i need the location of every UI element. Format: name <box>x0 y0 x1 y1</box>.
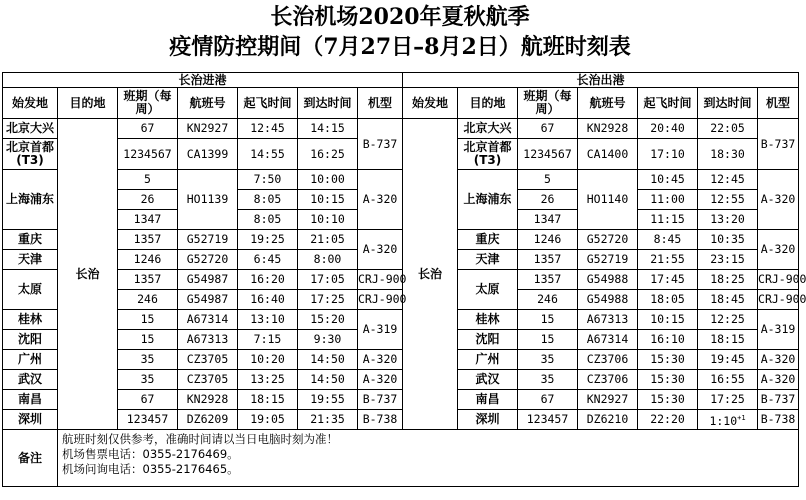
arrive-time: 18:30 <box>710 146 745 161</box>
arr-flight: KN2928 <box>178 390 238 410</box>
arrive-time: 21:35 <box>310 412 345 426</box>
dep-days: 26 <box>518 190 578 210</box>
dep-days: 67 <box>518 390 578 410</box>
arr-flight: G52720 <box>178 250 238 270</box>
dep-days: 1234567 <box>518 139 578 170</box>
dep-takeoff: 18:05 <box>638 290 698 310</box>
arr-arrive <box>298 350 358 370</box>
arr-days: 67 <box>118 119 178 139</box>
arr-aircraft: A-320 <box>358 350 403 370</box>
arr-header-aircraft: 机型 <box>358 88 403 119</box>
table-row <box>3 370 799 390</box>
arr-aircraft: B-737 <box>358 119 403 170</box>
dep-flight: G52719 <box>578 250 638 270</box>
arr-city: 重庆 <box>3 230 58 250</box>
arr-city: 太原 <box>3 270 58 310</box>
arrive-time: 19:45 <box>710 352 745 366</box>
arr-days: 35 <box>118 370 178 390</box>
dep-city: 广州 <box>458 350 518 370</box>
dep-city: 北京首都(T3) <box>458 139 518 170</box>
dep-flight: KN2927 <box>578 390 638 410</box>
dep-city: 沈阳 <box>458 330 518 350</box>
arr-aircraft: CRJ-900 <box>358 270 403 290</box>
dep-takeoff: 17:45 <box>638 270 698 290</box>
table-row <box>3 119 799 139</box>
arr-flight: KN2927 <box>178 119 238 139</box>
arr-aircraft: B-738 <box>358 410 403 430</box>
arr-takeoff: 6:45 <box>238 250 298 270</box>
arr-flight: A67313 <box>178 330 238 350</box>
arr-arrive <box>298 139 358 170</box>
arr-arrive <box>298 119 358 139</box>
arrive-time: 18:15 <box>710 332 745 346</box>
arr-days: 15 <box>118 310 178 330</box>
arrive-time: 21:05 <box>310 232 345 246</box>
table-row <box>3 310 799 330</box>
arrive-time: 12:55 <box>710 192 745 206</box>
arrive-time: 18:25 <box>710 272 745 286</box>
dep-flight: CZ3706 <box>578 370 638 390</box>
dep-arrive <box>698 390 758 410</box>
dep-aircraft: CRJ-900 <box>758 270 799 290</box>
note-line: 机场问询电话：0355-2176465。 <box>62 462 239 476</box>
dep-days: 15 <box>518 330 578 350</box>
arr-takeoff: 7:15 <box>238 330 298 350</box>
dep-city: 上海浦东 <box>458 170 518 230</box>
arr-arrive <box>298 290 358 310</box>
dep-flight: KN2928 <box>578 119 638 139</box>
arrive-time: 17:05 <box>310 272 345 286</box>
table-row <box>3 170 799 190</box>
dep-flight: HO1140 <box>578 170 638 230</box>
arr-header-arrive: 到达时间 <box>298 88 358 119</box>
arr-city: 北京大兴 <box>3 119 58 139</box>
dep-arrive <box>698 330 758 350</box>
dep-flight: A67314 <box>578 330 638 350</box>
dep-header-dest: 目的地 <box>458 88 518 119</box>
arr-takeoff: 12:45 <box>238 119 298 139</box>
arrive-time: 8:00 <box>313 252 342 266</box>
arrive-time: 9:30 <box>313 332 342 346</box>
dep-city: 南昌 <box>458 390 518 410</box>
arr-header-takeoff: 起飞时间 <box>238 88 298 119</box>
dep-takeoff: 10:45 <box>638 170 698 190</box>
title-line-2: 疫情防控期间（7月27日–8月2日）航班时刻表 <box>169 34 631 60</box>
dep-takeoff: 8:45 <box>638 230 698 250</box>
dep-arrive <box>698 290 758 310</box>
dep-takeoff: 15:30 <box>638 350 698 370</box>
arr-takeoff: 10:20 <box>238 350 298 370</box>
arr-takeoff: 8:05 <box>238 190 298 210</box>
arr-flight: G52719 <box>178 230 238 250</box>
arr-aircraft: A-320 <box>358 170 403 230</box>
dep-days: 5 <box>518 170 578 190</box>
arr-header-days: 班期（每周） <box>118 88 178 119</box>
arr-arrive <box>298 250 358 270</box>
arr-aircraft: B-737 <box>358 390 403 410</box>
arrive-time: 14:50 <box>310 372 345 386</box>
dep-arrive <box>698 270 758 290</box>
dep-flight: G54988 <box>578 290 638 310</box>
arr-days: 15 <box>118 330 178 350</box>
arr-city: 南昌 <box>3 390 58 410</box>
dep-arrive <box>698 190 758 210</box>
arrive-time: 14:50 <box>310 352 345 366</box>
dep-aircraft: A-320 <box>758 230 799 270</box>
note-line: 机场售票电话：0355-2176469。 <box>62 447 239 461</box>
dep-days: 1357 <box>518 270 578 290</box>
table-row <box>3 230 799 250</box>
dep-arrive <box>698 370 758 390</box>
next-day-mark: +1 <box>737 413 746 422</box>
arr-days: 1357 <box>118 270 178 290</box>
table-row <box>3 410 799 430</box>
dep-header-arrive: 到达时间 <box>698 88 758 119</box>
arrive-time: 10:15 <box>310 192 345 206</box>
arrive-time: 12:45 <box>710 172 745 186</box>
arr-takeoff: 8:05 <box>238 210 298 230</box>
dep-city: 太原 <box>458 270 518 310</box>
arr-arrive <box>298 190 358 210</box>
dep-city: 天津 <box>458 250 518 270</box>
dep-days: 123457 <box>518 410 578 430</box>
arr-days: 1246 <box>118 250 178 270</box>
notes <box>58 430 799 487</box>
arr-days: 1234567 <box>118 139 178 170</box>
dep-days: 35 <box>518 350 578 370</box>
dep-days: 35 <box>518 370 578 390</box>
dep-city: 桂林 <box>458 310 518 330</box>
arrive-time: 10:10 <box>310 212 345 226</box>
dep-takeoff: 11:15 <box>638 210 698 230</box>
arr-header-flight: 航班号 <box>178 88 238 119</box>
arr-aircraft: A-319 <box>358 310 403 350</box>
arr-arrive <box>298 170 358 190</box>
arrive-time: 22:05 <box>710 121 745 135</box>
dep-days: 246 <box>518 290 578 310</box>
dep-aircraft: A-320 <box>758 370 799 390</box>
arr-days: 1347 <box>118 210 178 230</box>
table-row <box>3 290 799 310</box>
dep-aircraft: B-737 <box>758 390 799 410</box>
dep-takeoff: 21:55 <box>638 250 698 270</box>
dep-arrive <box>698 210 758 230</box>
arr-flight: CZ3705 <box>178 350 238 370</box>
arr-flight: DZ6209 <box>178 410 238 430</box>
arrive-time: 12:25 <box>710 312 745 326</box>
dep-flight: G54988 <box>578 270 638 290</box>
dep-aircraft: A-320 <box>758 170 799 230</box>
dep-flight: G52720 <box>578 230 638 250</box>
arrive-time: 10:00 <box>310 172 345 186</box>
arr-flight: G54987 <box>178 290 238 310</box>
arrive-time: 23:15 <box>710 252 745 266</box>
arr-city: 天津 <box>3 250 58 270</box>
arr-arrive <box>298 310 358 330</box>
arr-takeoff: 13:10 <box>238 310 298 330</box>
dep-aircraft: CRJ-900 <box>758 290 799 310</box>
dep-takeoff: 22:20 <box>638 410 698 430</box>
dep-city: 重庆 <box>458 230 518 250</box>
dep-flight: DZ6210 <box>578 410 638 430</box>
arr-flight: A67314 <box>178 310 238 330</box>
arr-days: 26 <box>118 190 178 210</box>
dep-days: 15 <box>518 310 578 330</box>
arr-days: 5 <box>118 170 178 190</box>
arr-arrive <box>298 210 358 230</box>
dep-days: 1246 <box>518 230 578 250</box>
arr-takeoff: 19:05 <box>238 410 298 430</box>
dep-aircraft: B-738 <box>758 410 799 430</box>
dep-takeoff: 15:30 <box>638 370 698 390</box>
arr-takeoff: 18:15 <box>238 390 298 410</box>
arr-flight: CA1399 <box>178 139 238 170</box>
section-depart: 长治出港 <box>403 73 799 88</box>
dep-arrive <box>698 350 758 370</box>
arr-city: 沈阳 <box>3 330 58 350</box>
dep-aircraft: A-320 <box>758 350 799 370</box>
dep-takeoff: 11:00 <box>638 190 698 210</box>
arr-arrive <box>298 230 358 250</box>
arr-city: 广州 <box>3 350 58 370</box>
arr-city: 深圳 <box>3 410 58 430</box>
arr-arrive <box>298 270 358 290</box>
arr-takeoff: 19:25 <box>238 230 298 250</box>
arr-arrive <box>298 410 358 430</box>
arr-city: 北京首都(T3) <box>3 139 58 170</box>
arr-arrive <box>298 370 358 390</box>
arr-flight: CZ3705 <box>178 370 238 390</box>
arr-city: 桂林 <box>3 310 58 330</box>
dep-arrive <box>698 410 758 430</box>
arr-days: 35 <box>118 350 178 370</box>
section-arrive: 长治进港 <box>3 73 403 88</box>
arr-days: 67 <box>118 390 178 410</box>
note-line: 航班时刻仅供参考，准确时间请以当日电脑时刻为准！ <box>62 432 338 446</box>
arr-flight: HO1139 <box>178 170 238 230</box>
arrive-time: 18:45 <box>710 292 745 306</box>
arr-arrive <box>298 390 358 410</box>
arrive-time: 16:25 <box>310 146 345 161</box>
arr-days: 1357 <box>118 230 178 250</box>
arr-city: 武汉 <box>3 370 58 390</box>
dep-takeoff: 10:15 <box>638 310 698 330</box>
dep-takeoff: 15:30 <box>638 390 698 410</box>
arr-city: 上海浦东 <box>3 170 58 230</box>
arr-takeoff: 13:25 <box>238 370 298 390</box>
arr-header-dest: 目的地 <box>58 88 118 119</box>
dep-header-flight: 航班号 <box>578 88 638 119</box>
dep-flight: A67313 <box>578 310 638 330</box>
arr-takeoff: 7:50 <box>238 170 298 190</box>
table-row <box>3 350 799 370</box>
dep-days: 67 <box>518 119 578 139</box>
arrive-time: 16:55 <box>710 372 745 386</box>
dep-arrive <box>698 170 758 190</box>
arrive-time: 15:20 <box>310 312 345 326</box>
arr-hub: 长治 <box>58 119 118 430</box>
dep-days: 1347 <box>518 210 578 230</box>
arr-takeoff: 16:20 <box>238 270 298 290</box>
arrive-time: 17:25 <box>710 392 745 406</box>
arrive-time: 1:10 <box>709 413 738 428</box>
dep-arrive <box>698 230 758 250</box>
dep-takeoff: 20:40 <box>638 119 698 139</box>
arr-takeoff: 16:40 <box>238 290 298 310</box>
dep-aircraft: B-737 <box>758 119 799 170</box>
dep-arrive <box>698 250 758 270</box>
dep-city: 北京大兴 <box>458 119 518 139</box>
arr-aircraft: A-320 <box>358 230 403 270</box>
dep-arrive <box>698 139 758 170</box>
dep-flight: CZ3706 <box>578 350 638 370</box>
arrive-time: 19:55 <box>310 392 345 406</box>
dep-city: 武汉 <box>458 370 518 390</box>
table-row <box>3 390 799 410</box>
dep-takeoff: 16:10 <box>638 330 698 350</box>
dep-arrive <box>698 310 758 330</box>
arr-days: 123457 <box>118 410 178 430</box>
dep-takeoff: 17:10 <box>638 139 698 170</box>
arr-arrive <box>298 330 358 350</box>
dep-header-takeoff: 起飞时间 <box>638 88 698 119</box>
dep-city: 深圳 <box>458 410 518 430</box>
arr-aircraft: A-320 <box>358 370 403 390</box>
arr-days: 246 <box>118 290 178 310</box>
arrive-time: 13:20 <box>710 212 745 226</box>
dep-aircraft: A-319 <box>758 310 799 350</box>
note-label: 备注 <box>3 430 58 487</box>
dep-header-aircraft: 机型 <box>758 88 799 119</box>
arrive-time: 10:35 <box>710 232 745 246</box>
arr-flight: G54987 <box>178 270 238 290</box>
flight-schedule-table <box>2 72 806 487</box>
dep-flight: CA1400 <box>578 139 638 170</box>
dep-hub: 长治 <box>403 119 458 430</box>
title-line-1: 长治机场2020年夏秋航季 <box>270 4 530 30</box>
dep-header-origin: 始发地 <box>403 88 458 119</box>
arr-header-origin: 始发地 <box>3 88 58 119</box>
arrive-time: 17:25 <box>310 292 345 306</box>
arr-aircraft: CRJ-900 <box>358 290 403 310</box>
arrive-time: 14:15 <box>310 121 345 135</box>
dep-header-days: 班期（每周） <box>518 88 578 119</box>
dep-days: 1357 <box>518 250 578 270</box>
dep-arrive <box>698 119 758 139</box>
arr-takeoff: 14:55 <box>238 139 298 170</box>
table-row <box>3 270 799 290</box>
